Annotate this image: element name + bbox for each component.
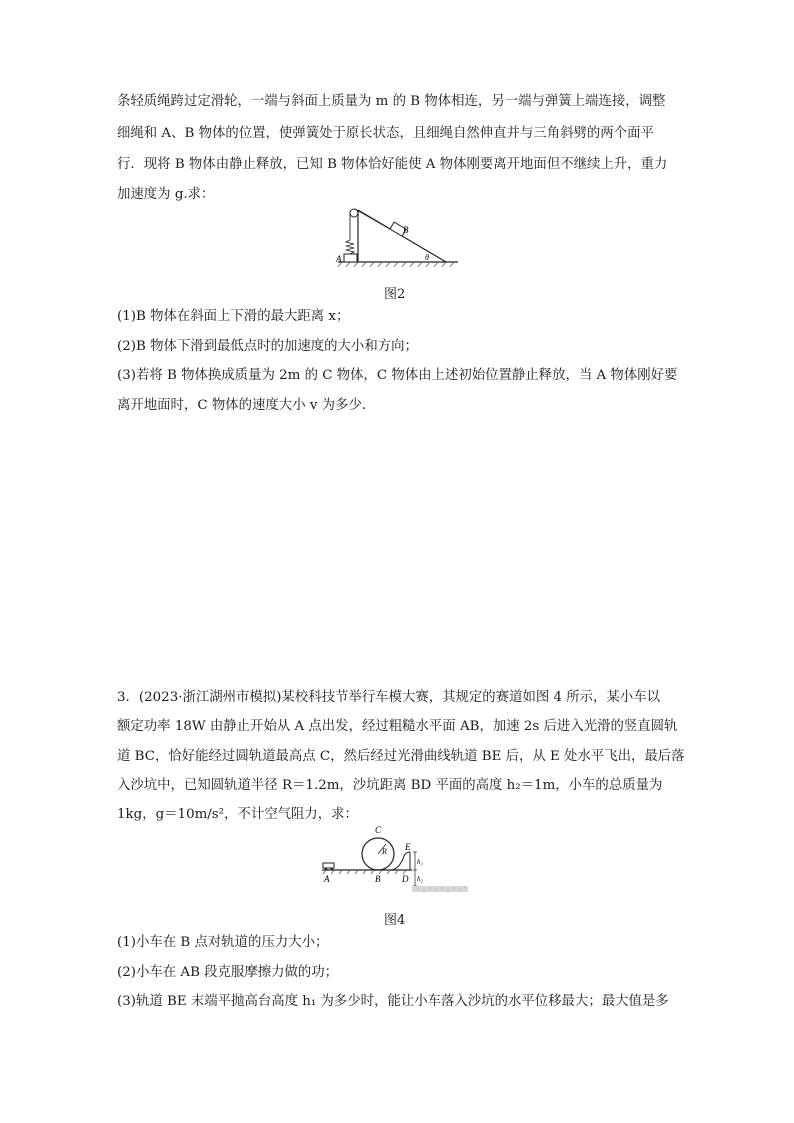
problem3-line: 1kg，g＝10m/s²，不计空气阻力，求： — [117, 807, 358, 822]
label-theta: θ — [425, 253, 429, 262]
problem2-line: 细绳和 A、B 物体的位置，使弹簧处于原长状态，且细绳自然伸直并与三角斜劈的两个面平 — [117, 126, 654, 141]
problem2-line: 行．现将 B 物体由静止释放，已知 B 物体恰好能使 A 物体刚要离开地面但不继续上升，重力 — [117, 157, 668, 172]
problem3-line: 入沙坑中，已知圆轨道半径 R＝1.2m，沙坑距离 BD 平面的高度 h₂＝1m，小车的总质量为 — [117, 778, 663, 793]
figure-4-track-diagram — [318, 822, 478, 894]
problem3-question: (3)轨道 BE 末端平抛高台高度 h₁ 为多少时，能让小车落入沙坑的水平位移最大；最大值是多 — [117, 994, 669, 1009]
label-d: D — [402, 874, 409, 884]
figure-2-caption: 图2 — [384, 287, 406, 302]
label-h1: h₁ — [417, 858, 423, 866]
problem3-line: 道 BC，恰好能经过圆轨道最高点 C，然后经过光滑曲线轨道 BE 后，从 E 处水平飞出，最后落 — [117, 749, 685, 764]
label-b: B — [375, 874, 381, 884]
problem3-line: 3．(2023·浙江湖州市模拟)某校科技节举行车模大赛，其规定的赛道如图 4 所示，某小车以 — [117, 690, 661, 705]
label-a: A — [336, 254, 342, 264]
label-a: A — [324, 874, 330, 884]
figure-2-incline-diagram — [330, 200, 465, 272]
problem2-line: 条轻质绳跨过定滑轮，一端与斜面上质量为 m 的 B 物体相连，另一端与弹簧上端连接，调整 — [117, 94, 666, 109]
label-e: E — [405, 842, 411, 852]
problem2-question: (1)B 物体在斜面上下滑的最大距离 x； — [117, 309, 350, 324]
label-c: C — [375, 825, 382, 835]
problem3-question: (2)小车在 AB 段克服摩擦力做的功； — [117, 965, 339, 980]
label-b: B — [403, 225, 409, 235]
problem2-question: (2)B 物体下滑到最低点时的加速度的大小和方向； — [117, 339, 418, 354]
problem3-question: (1)小车在 B 点对轨道的压力大小； — [117, 935, 329, 950]
label-r: R — [382, 847, 387, 856]
problem2-line: 加速度为 g.求： — [117, 187, 215, 202]
label-h2: h₂ — [417, 875, 423, 883]
problem3-line: 额定功率 18W 由静止开始从 A 点出发，经过粗糙水平面 AB，加速 2s 后进入光滑的竖直圆轨 — [117, 719, 678, 734]
problem2-question: 离开地面时，C 物体的速度大小 v 为多少． — [117, 398, 376, 413]
problem2-question: (3)若将 B 物体换成质量为 2m 的 C 物体，C 物体由上述初始位置静止释放，当 A 物体刚好要 — [117, 368, 678, 383]
figure-4-caption: 图4 — [384, 913, 406, 928]
